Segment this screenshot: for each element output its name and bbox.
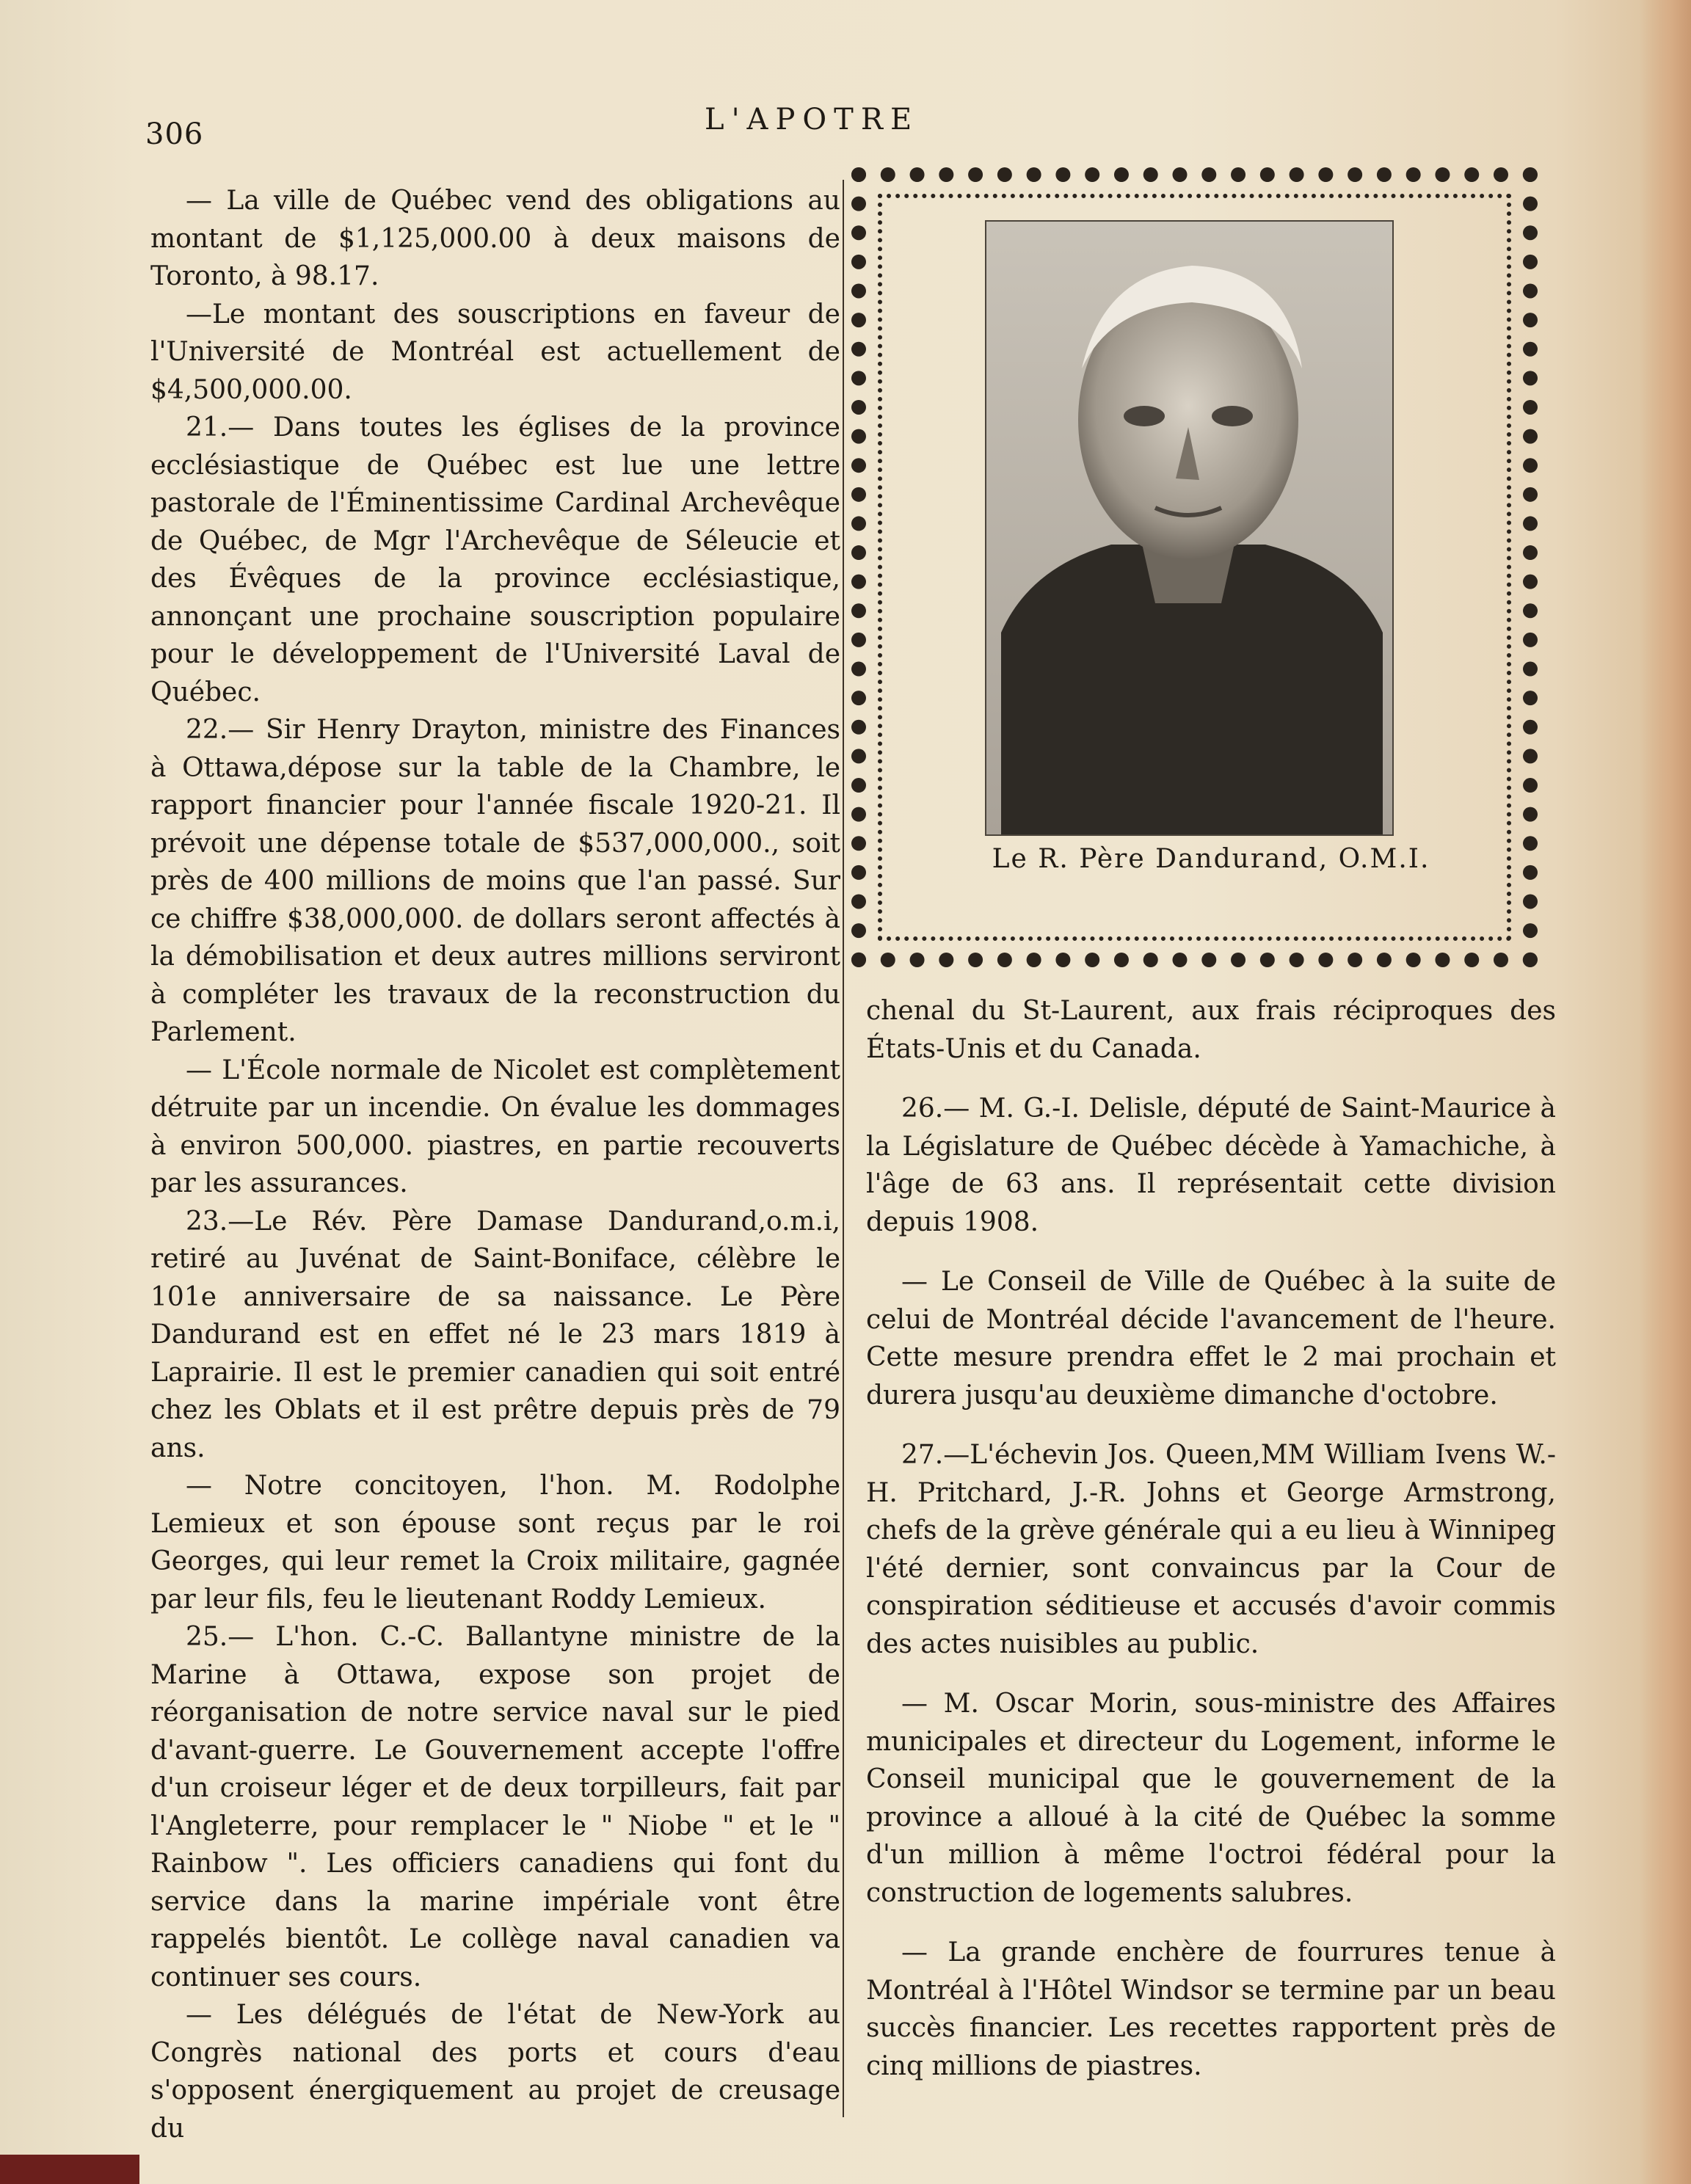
paragraph: — M. Oscar Morin, sous-ministre des Affaires municipales et directeur du Logement, informe le Conseil municipal que le gouvernement de la province a alloué à la cité de Québec la somme d'un million à même l'octroi fédéral pour la construction de logements salubres. [866,1689,1556,1908]
paragraph: — Les délégués de l'état de New-York au Congrès national des ports et cours d'eau s'opposent énergiquement au projet de creusage du [150,2000,840,2144]
page-number: 306 [145,117,204,151]
paragraph: — Notre concitoyen, l'hon. M. Rodolphe Lemieux et son épouse sont reçus par le roi Georges, qui leur remet la Croix militaire, gagnée par leur fils, feu le lieutenant Roddy Lemieux. [150,1471,840,1615]
column-divider [843,180,844,2117]
paragraph: 26.— M. G.-I. Delisle, député de Saint-Maurice à la Législature de Québec décède à Yamachiche, à l'âge de 63 ans. Il représentait cette division depuis 1908. [866,1093,1556,1237]
paragraph: 27.—L'échevin Jos. Queen,MM William Ivens W.-H. Pritchard, J.-R. Johns et George Armstrong, chefs de la grève générale qui a eu lieu à Winnipeg l'été dernier, sont convaincus par la Cour de conspiration séditieuse et accusés d'avoir commis des actes nuisibles au public. [866,1440,1556,1659]
portrait-illustration [986,222,1392,834]
paragraph: 23.—Le Rév. Père Damase Dandurand,o.m.i, retiré au Juvénat de Saint-Boniface, célèbre le 101e anniversaire de sa naissance. Le Père Dandurand est en effet né le 23 mars 1819 à Laprairie. Il est le premier canadien qui soit entré chez les Oblats et il est prêtre depuis près de 79 ans. [150,1206,840,1463]
running-head: L'APOTRE [705,103,920,136]
paragraph: —Le montant des souscriptions en faveur de l'Université de Montréal est actuellement de $4,500,000.00. [150,299,840,405]
left-column [150,182,840,2147]
paragraph: 25.— L'hon. C.-C. Ballantyne ministre de la Marine à Ottawa, expose son projet de réorganisation de notre service naval sur le pied d'avant-guerre. Le Gouvernement accepte l'offre d'un croiseur léger et de deux torpilleurs, fait par l'Angleterre, pour remplacer le " Niobe " et le " Rainbow ". Les officiers canadiens qui font du service dans la marine impériale vont être rappelés bientôt. Le collège naval canadien va continuer ses cours. [150,1622,840,1992]
paragraph: — La ville de Québec vend des obligations au montant de $1,125,000.00 à deux maisons de Toronto, à 98.17. [150,186,840,291]
paragraph: chenal du St-Laurent, aux frais réciproques des États-Unis et du Canada. [866,996,1556,1064]
page-edge-shadow [1640,0,1691,2184]
book-cover-corner [0,2155,139,2184]
portrait-photo-icon [985,220,1394,836]
paragraph: — L'École normale de Nicolet est complètement détruite par un incendie. On évalue les dommages à environ 500,000. piastres, en partie recouverts par les assurances. [150,1055,840,1198]
paragraph: 21.— Dans toutes les églises de la province ecclésiastique de Québec est lue une lettre pastorale de l'Éminentissime Cardinal Archevêque de Québec, de Mgr l'Archevêque de Séleucie et des Évêques de la province ecclésiastique, annonçant une prochaine souscription populaire pour le développement de l'Université Laval de Québec. [150,412,840,707]
right-column [866,992,1556,2085]
paragraph: — Le Conseil de Ville de Québec à la suite de celui de Montréal décide l'avancement de l'heure. Cette mesure prendra effet le 2 mai prochain et durera jusqu'au deuxième dimanche d'octobre. [866,1267,1556,1410]
paragraph: — La grande enchère de fourrures tenue à Montréal à l'Hôtel Windsor se termine par un beau succès financier. Les recettes rapportent près de cinq millions de piastres. [866,1937,1556,2081]
portrait-caption: Le R. Père Dandurand, O.M.I. [992,844,1430,874]
paragraph: 22.— Sir Henry Drayton, ministre des Finances à Ottawa,dépose sur la table de la Chambre, le rapport financier pour l'année fiscale 1920-21. Il prévoit une dépense totale de $537,000,000., soit près de 400 millions de moins que l'an passé. Sur ce chiffre $38,000,000. de dollars seront affectés à la démobilisation et deux autres millions serviront à compléter les travaux de la reconstruction du Parlement. [150,715,840,1047]
